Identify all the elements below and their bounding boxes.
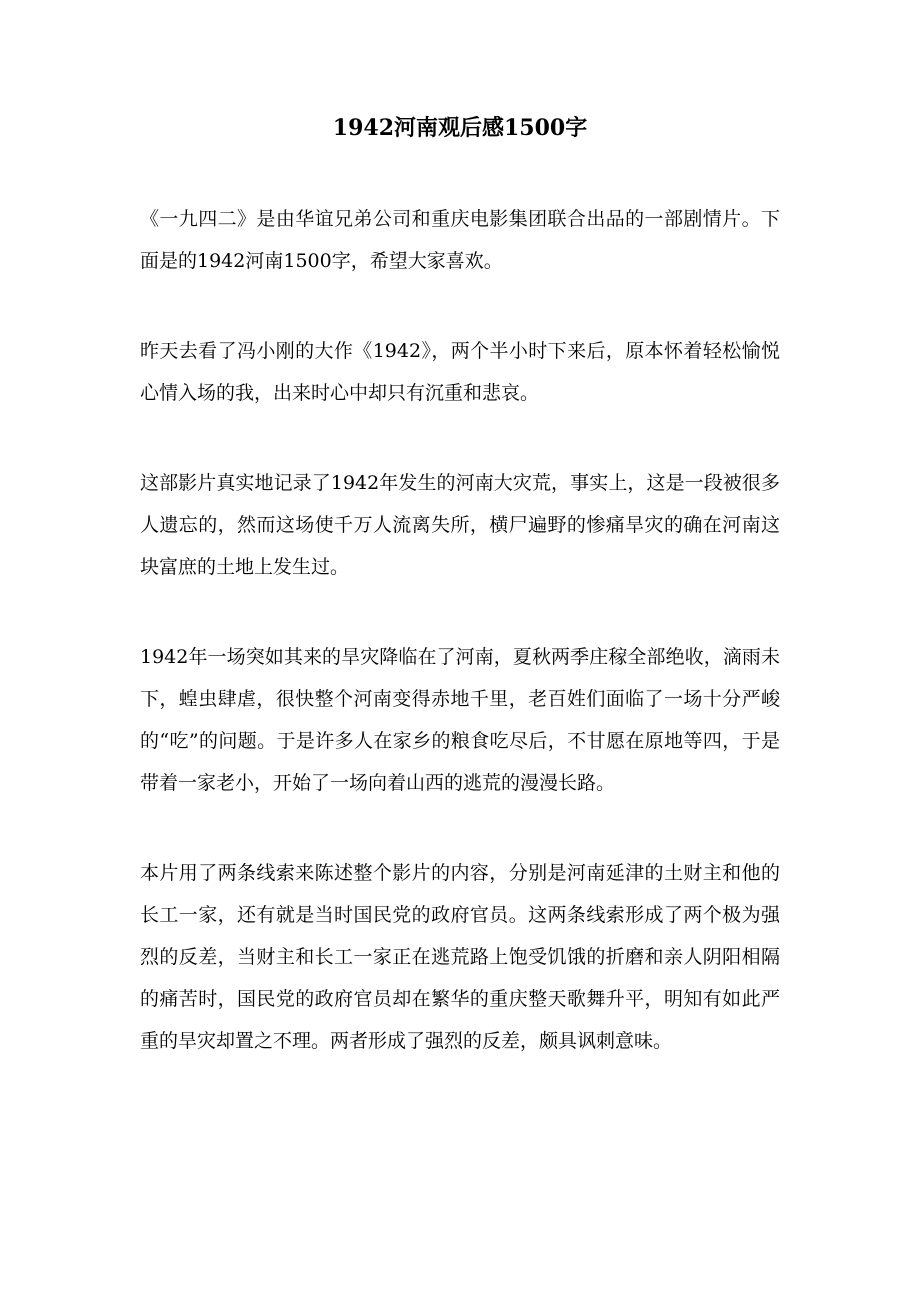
- paragraph-2: 昨天去看了冯小刚的大作《1942》，两个半小时下来后，原本怀着轻松愉悦心情入场的我，出来时心中却只有沉重和悲哀。: [140, 340, 780, 404]
- document-title: 1942河南观后感1500字: [332, 115, 588, 141]
- paragraph-1: 《一九四二》是由华谊兄弟公司和重庆电影集团联合出品的一部剧情片。下面是的1942河南1500字，希望大家喜欢。: [140, 208, 780, 272]
- paragraph-3: 这部影片真实地记录了1942年发生的河南大灾荒，事实上，这是一段被很多人遗忘的，然而这场使千万人流离失所，横尸遍野的惨痛旱灾的确在河南这块富庶的土地上发生过。: [140, 472, 780, 578]
- paragraph-4: 1942年一场突如其来的旱灾降临在了河南，夏秋两季庄稼全部绝收，滴雨未下，蝗虫肆虐，很快整个河南变得赤地千里，老百姓们面临了一场十分严峻的“吃”的问题。于是许多人在家乡的粮食吃尽后，不甘愿在原地等四，于是带着一家老小，开始了一场向着山西的逃荒的漫漫长路。: [140, 646, 780, 794]
- document-body: [140, 198, 780, 1110]
- paragraph-5: 本片用了两条线索来陈述整个影片的内容，分别是河南延津的土财主和他的长工一家，还有就是当时国民党的政府官员。这两条线索形成了两个极为强烈的反差，当财主和长工一家正在逃荒路上饱受饥饿的折磨和亲人阴阳相隔的痛苦时，国民党的政府官员却在繁华的重庆整天歌舞升平，明知有如此严重的旱灾却置之不理。两者形成了强烈的反差，颇具讽刺意味。: [140, 862, 780, 1052]
